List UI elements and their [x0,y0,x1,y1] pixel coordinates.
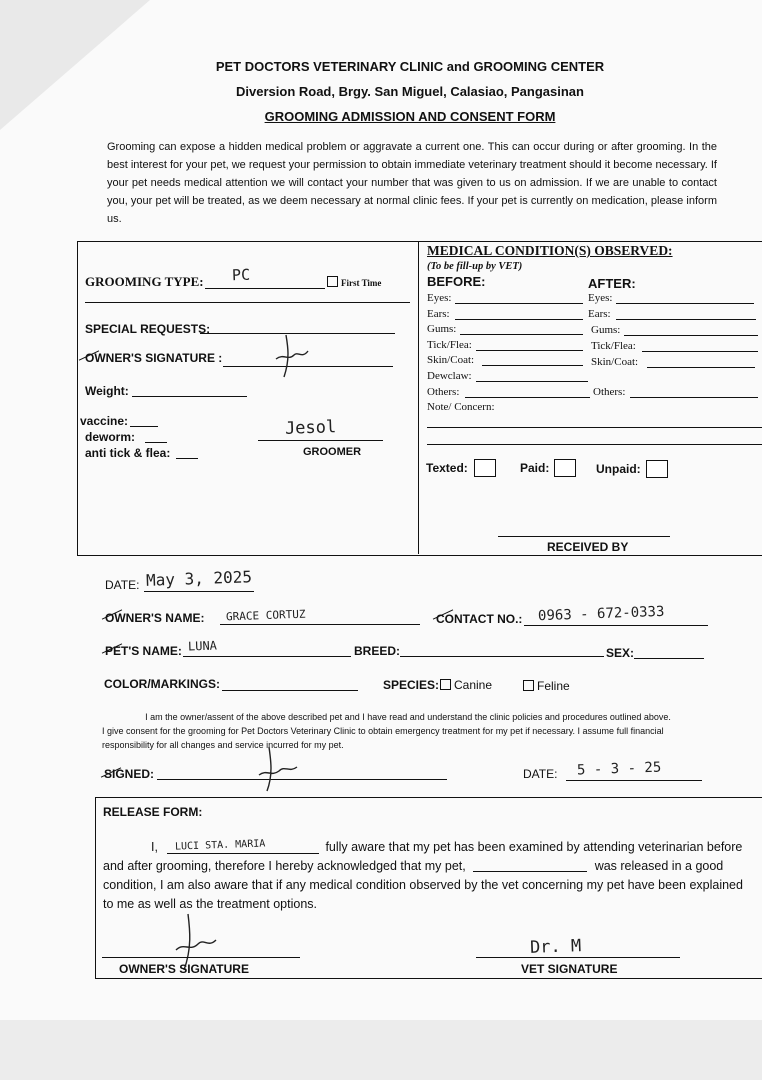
canine-label: Canine [454,678,493,692]
owner-name-value: GRACE CORTUZ [225,607,306,624]
paid-label: Paid: [520,461,550,475]
before-skin-label: Skin/Coat: [427,354,475,366]
feline-label: Feline [537,679,570,693]
unpaid-label: Unpaid: [596,462,641,476]
after-ears-line[interactable] [616,319,756,320]
date-value: May 3, 2025 [145,567,253,590]
release-text-1: fully aware that my pet has been examined by attending veterinarian before and after grooming, therefore I hereby acknowledged that my pet, [103,840,743,873]
breed-line[interactable] [400,656,604,657]
before-tick-line[interactable] [476,350,583,351]
signed-scribble [255,745,300,795]
grooming-type-label: GROOMING TYPE: [85,274,204,289]
signed-line[interactable] [157,779,447,780]
grooming-type-value: PC [231,265,251,285]
contact-line[interactable] [524,625,708,626]
weight-label: Weight: [85,384,129,398]
first-time-label: First Time [341,278,382,288]
intro-paragraph: Grooming can expose a hidden medical problem or aggravate a current one. This can occur during or after grooming. In the best interest for your pet, we request your permission to obtain immediate veterinary treatment should it become necessary. If your pet needs medical attention we will contact your number that was given to us on admission. If we are unable to contact you, your pet will be treated, as we deem necessary at normal clinic fees. If your pet is currently on medication, please inform us. [107,141,717,225]
texted-label: Texted: [426,461,468,475]
contact-value: 0963 - 672-0333 [537,603,665,625]
vet-signature-line[interactable] [476,957,680,958]
box-divider [418,241,419,554]
vet-signature-value: Dr. M [529,936,582,958]
received-by-label: RECEIVED BY [547,540,629,554]
before-eyes-line[interactable] [455,303,583,304]
vaccine-label: vaccine: [80,414,129,428]
clinic-name: PET DOCTORS VETERINARY CLINIC and GROOMING CENTER [215,59,605,74]
owner-name-line[interactable] [220,624,420,625]
date-label: DATE: [105,578,140,592]
after-tick-line[interactable] [642,351,758,352]
release-title: RELEASE FORM: [103,805,203,819]
consent-date-label: DATE: [523,767,558,781]
before-others-line[interactable] [465,397,590,398]
before-ears-line[interactable] [455,319,583,320]
feline-option[interactable] [523,679,570,693]
after-tick-label: Tick/Flea: [591,340,636,352]
unpaid-checkbox[interactable] [646,460,668,478]
groomer-label: GROOMER [303,446,362,458]
consent-date-value: 5 - 3 - 25 [576,759,662,779]
color-label: COLOR/MARKINGS: [104,677,220,691]
consent-date-line[interactable] [566,780,702,781]
note-line-1[interactable] [427,427,762,428]
special-requests-label: SPECIAL REQUESTS: [85,322,211,336]
texted-checkbox[interactable] [474,459,496,477]
after-gums-label: Gums: [591,324,621,336]
deworm-line[interactable] [145,442,167,443]
release-name-line[interactable] [167,838,319,854]
sex-label: SEX: [606,646,635,660]
vet-signature-label: VET SIGNATURE [521,962,618,976]
consent-line-1: I am the owner/assent of the above described pet and I have read and understand the clinic policies and procedures outlined above. [145,712,671,722]
note-label: Note/ Concern: [427,401,495,413]
received-by-line[interactable] [498,536,670,537]
before-ears-label: Ears: [427,308,450,320]
paid-checkbox[interactable] [554,459,576,477]
release-paragraph [103,838,756,914]
before-gums-label: Gums: [427,323,457,335]
after-label: AFTER: [588,276,636,291]
consent-text [102,710,714,752]
release-prefix: I, [151,840,158,854]
medical-subtitle: (To be fill-up by VET) [427,261,523,272]
contact-label: CONTACT NO.: [436,612,523,626]
after-eyes-label: Eyes: [588,292,613,304]
owner-name-label: OWNER'S NAME: [105,611,205,625]
grooming-type-line[interactable] [205,288,325,289]
color-line[interactable] [222,690,358,691]
release-owner-line[interactable] [102,957,300,958]
canine-option[interactable] [440,678,492,692]
form-title: GROOMING ADMISSION AND CONSENT FORM [264,109,556,124]
clinic-address: Diversion Road, Brgy. San Miguel, Calasiao, Pangasinan [236,84,584,99]
owner-signature-scribble [268,333,313,381]
after-eyes-line[interactable] [616,303,754,304]
owner-signature-label: OWNER'S SIGNATURE : [85,351,223,365]
first-time-checkbox[interactable] [327,276,381,288]
species-label: SPECIES: [383,678,440,692]
before-dewclaw-label: Dewclaw: [427,370,472,382]
after-ears-label: Ears: [588,308,611,320]
weight-line[interactable] [132,396,247,397]
release-pet-line[interactable] [473,859,587,872]
scan-edge [0,1020,762,1080]
date-line[interactable] [144,591,254,592]
before-label: BEFORE: [427,274,486,289]
groomer-signature: Jesol [284,417,337,439]
before-dewclaw-line[interactable] [476,381,588,382]
before-skin-line[interactable] [482,365,583,366]
note-line-2[interactable] [427,444,762,445]
release-text-2: was released in a good condition, I am also aware that if any medical condition observed by the vet concerning my pet have been explained to me as well as the treatment options. [103,859,743,911]
consent-line-2: I give consent for the grooming for Pet Doctors Veterinary Clinic to obtain emergency treatment for my pet if necessary. I assume full financial responsibility for all changes and service incurred for my pet. [102,726,664,750]
antitick-label: anti tick & flea: [85,446,171,460]
deworm-label: deworm: [85,430,136,444]
groomer-line[interactable] [258,440,383,441]
after-skin-label: Skin/Coat: [591,356,639,368]
before-eyes-label: Eyes: [427,292,452,304]
pet-name-label: PET'S NAME: [105,644,182,658]
antitick-line[interactable] [176,458,198,459]
before-others-label: Others: [427,386,460,398]
after-others-label: Others: [593,386,626,398]
release-name-value: LUCI STA. MARIA [175,838,266,853]
after-others-line[interactable] [630,397,758,398]
pet-name-value: LUNA [187,638,218,654]
release-owner-label: OWNER'S SIGNATURE [119,962,249,976]
sex-line[interactable] [634,658,704,659]
feline-checkbox[interactable] [523,680,534,691]
pet-name-line[interactable] [183,656,351,657]
after-skin-line[interactable] [647,367,755,368]
before-gums-line[interactable] [460,334,583,335]
first-time-box[interactable] [327,276,338,287]
vaccine-line[interactable] [130,426,158,427]
canine-checkbox[interactable] [440,679,451,690]
grooming-extra-line[interactable] [85,302,410,303]
after-gums-line[interactable] [624,335,758,336]
before-tick-label: Tick/Flea: [427,339,472,351]
medical-title: MEDICAL CONDITION(S) OBSERVED: [427,243,673,258]
breed-label: BREED: [354,644,401,658]
signed-label: SIGNED: [104,767,155,781]
